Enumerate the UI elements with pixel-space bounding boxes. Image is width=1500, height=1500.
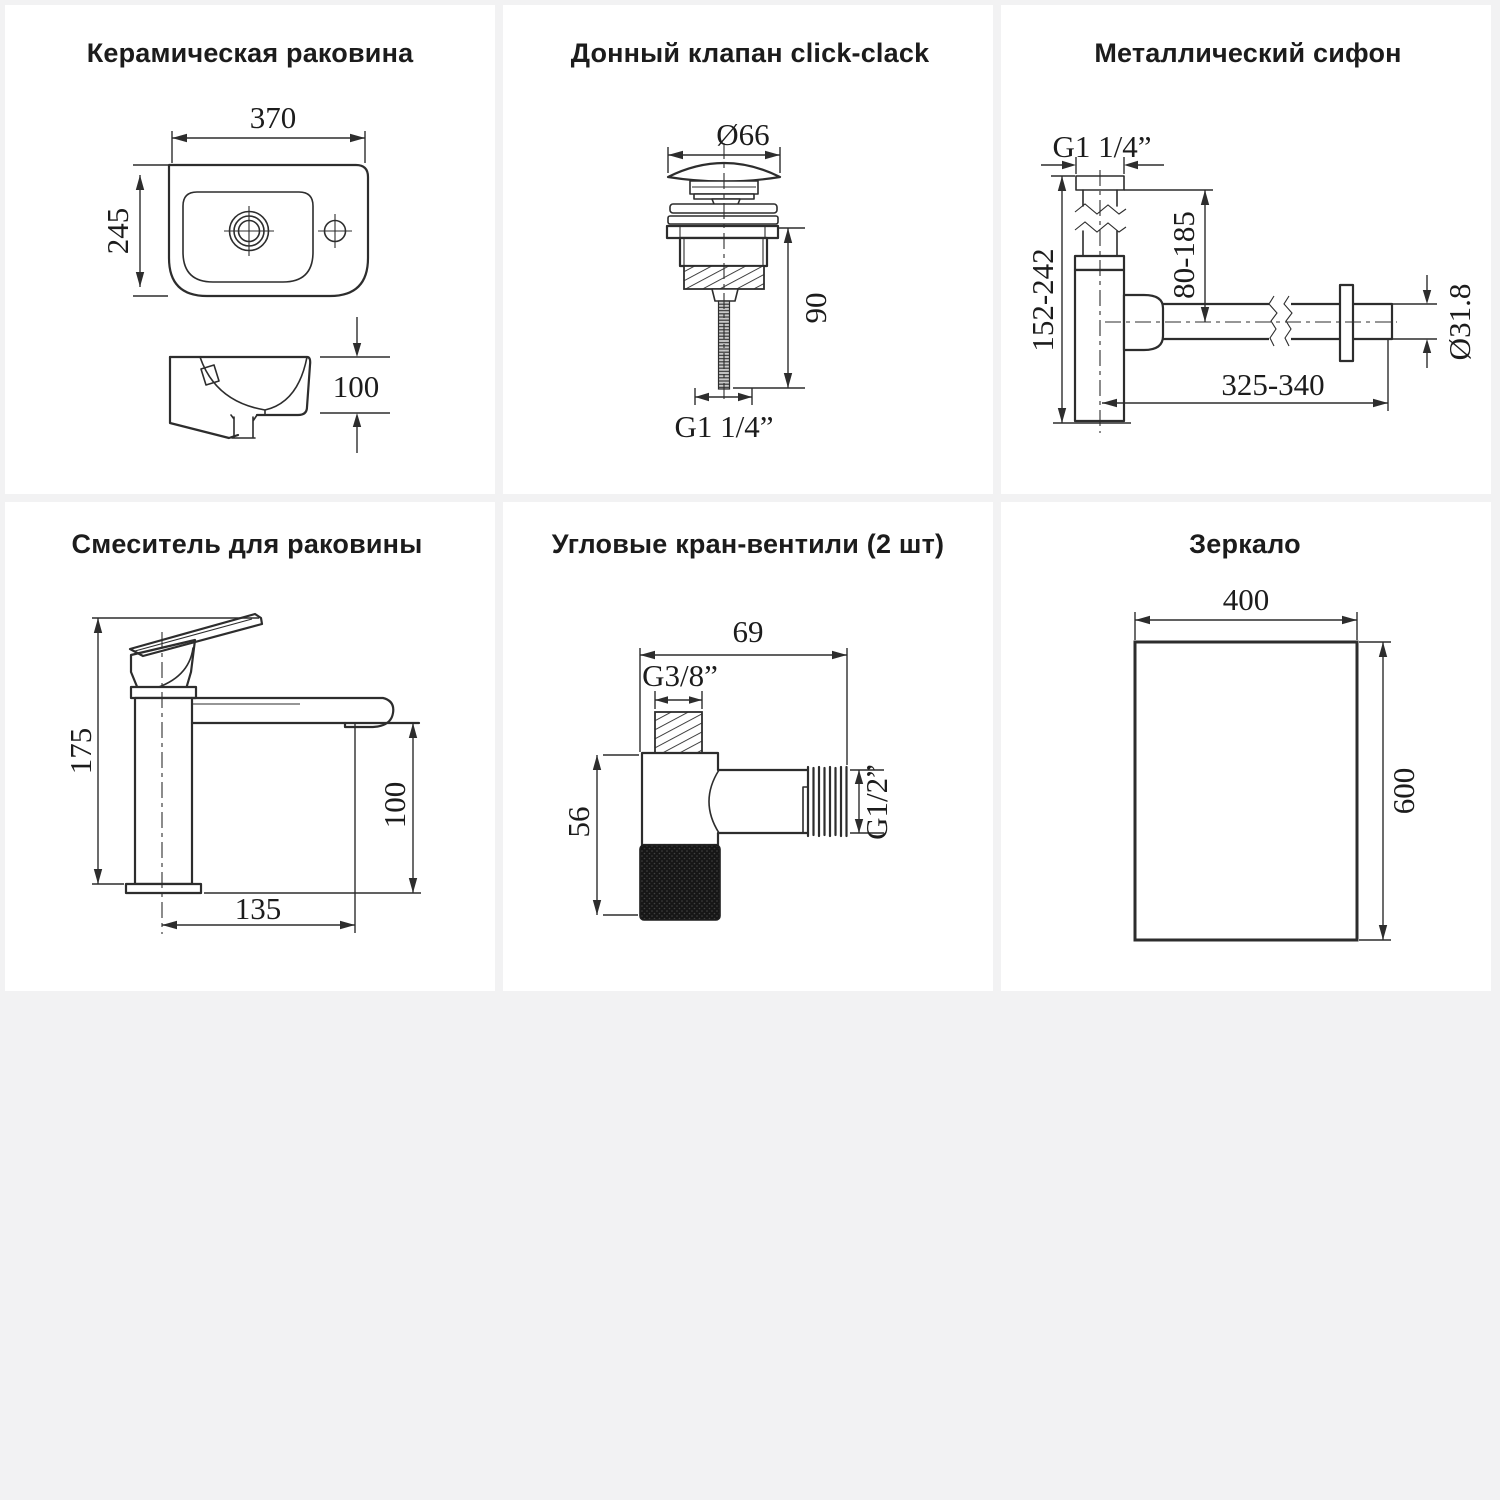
- card-title: Смеситель для раковины: [71, 529, 423, 559]
- card-title: Угловые кран-вентили (2 шт): [551, 529, 945, 559]
- dim-valve-diameter: Ø66: [716, 117, 770, 152]
- dim-angle-inlet-thread: G3/8”: [642, 658, 718, 693]
- dim-siphon-thread: G1 1/4”: [1052, 129, 1152, 164]
- sink-top-view: [100, 100, 368, 296]
- sink-drawing: [5, 5, 495, 494]
- siphon-drawing: [1001, 5, 1491, 494]
- dim-sink-height: 100: [332, 369, 380, 404]
- card-ceramic-sink: [5, 5, 495, 494]
- dim-sink-width: 370: [249, 100, 297, 135]
- card-title: Зеркало: [1189, 529, 1301, 559]
- mirror-drawing: [1001, 502, 1491, 991]
- card-metal-siphon: [1001, 5, 1491, 494]
- card-title: Керамическая раковина: [86, 38, 414, 68]
- dim-siphon-length: 325-340: [1221, 367, 1325, 402]
- valve-drawing: [503, 5, 993, 494]
- card-mirror: [1001, 502, 1491, 991]
- dim-mixer-height: 175: [63, 727, 98, 775]
- mixer-figure: [126, 614, 419, 934]
- dim-siphon-pipe-diameter: Ø31.8: [1442, 283, 1477, 361]
- card-click-clack-valve: [503, 5, 993, 494]
- valve-figure: [667, 117, 780, 401]
- card-title: Донный клапан click-clack: [570, 38, 930, 68]
- sink-side-view: [170, 317, 390, 453]
- dim-siphon-body-height: 152-242: [1025, 248, 1060, 352]
- dim-valve-height: 90: [798, 292, 833, 324]
- angle-valve-drawing: [503, 502, 993, 991]
- dim-mirror-width: 400: [1222, 582, 1270, 617]
- dim-angle-width: 69: [732, 614, 764, 649]
- card-angle-valves: [503, 502, 993, 991]
- mixer-dimensions: [63, 618, 421, 933]
- angle-valve-figure: [640, 712, 847, 920]
- mixer-drawing: [5, 502, 495, 991]
- dim-sink-depth: 245: [100, 207, 135, 255]
- dim-angle-height: 56: [561, 806, 596, 838]
- card-title: Металлический сифон: [1094, 38, 1402, 68]
- dim-mixer-spout-height: 100: [377, 781, 412, 829]
- card-basin-mixer: [5, 502, 495, 991]
- card-grid: [5, 5, 1491, 991]
- dim-siphon-inlet-depth: 80-185: [1166, 211, 1201, 299]
- dim-mixer-spout-reach: 135: [234, 891, 282, 926]
- dim-mirror-height: 600: [1386, 767, 1421, 815]
- dim-angle-outlet-thread: G1/2”: [859, 764, 894, 840]
- angle-valve-dimensions-side: [561, 755, 894, 915]
- mirror-figure: [1135, 642, 1357, 940]
- dim-valve-thread: G1 1/4”: [674, 409, 774, 444]
